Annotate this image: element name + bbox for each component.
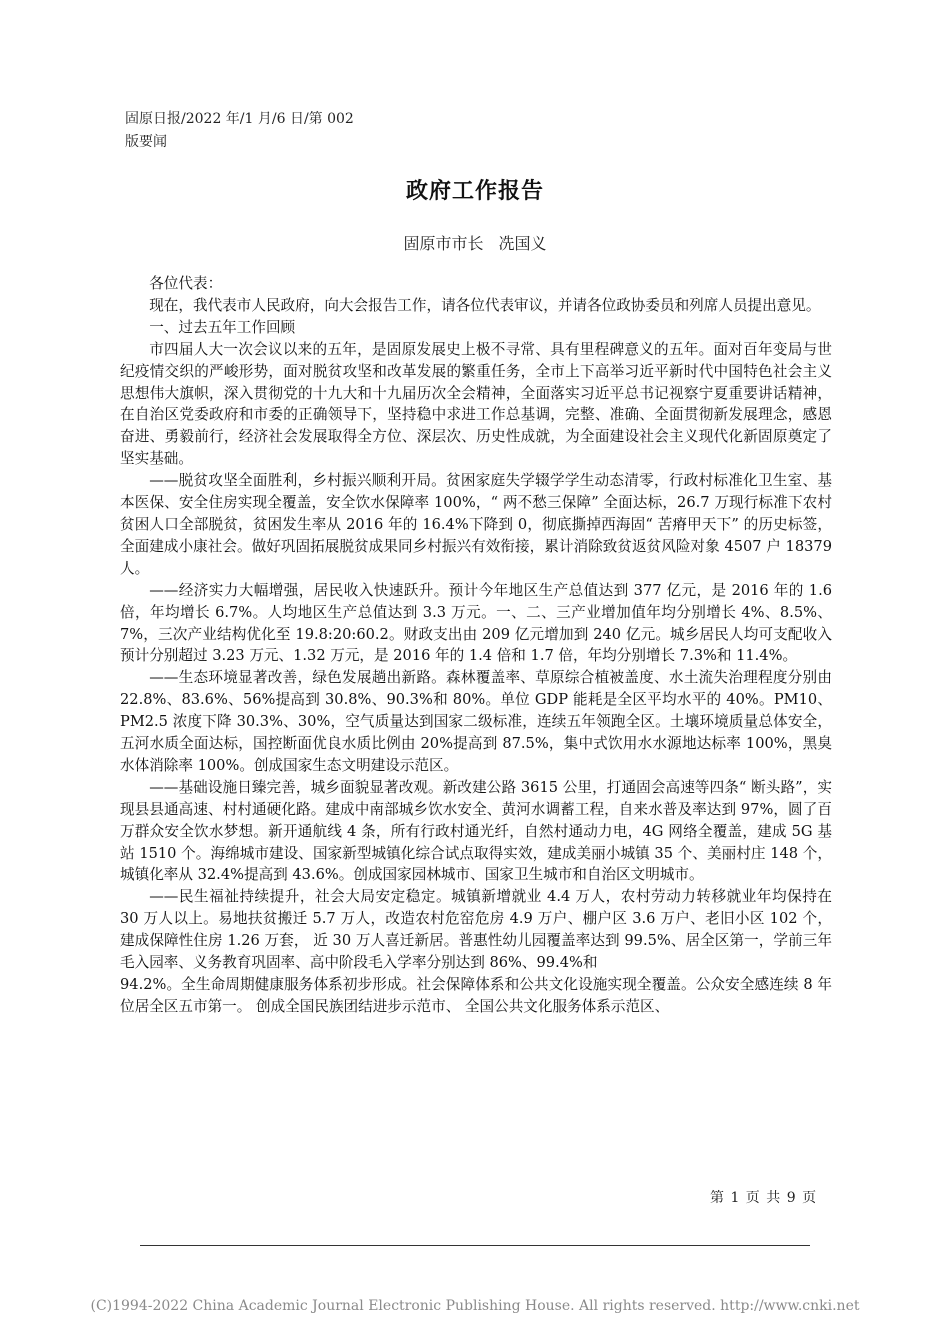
paragraph-overview: 市四届人大一次会议以来的五年，是固原发展史上极不寻常、具有里程碑意义的五年。面对百年变局与世纪疫情交织的严峻形势，面对脱贫攻坚和改革发展的繁重任务，全市上下高举习近平新时代中国特色社会主义思想伟大旗帜，深入贯彻党的十九大和十九届历次全会精神，全面落实习近平总书记视察宁夏重要讲话精神，在自治区党委政府和市委的正确领导下，坚持稳中求进工作总基调，完整、准确、全面贯彻新发展理念，感恩奋进、勇毅前行，经济社会发展取得全方位、深层次、历史性成就，为全面建设社会主义现代化新固原奠定了坚实基础。	[120, 340, 832, 468]
paragraph-intro: 现在，我代表市人民政府，向大会报告工作，请各位代表审议，并请各位政协委员和列席人员提出意见。	[149, 296, 821, 314]
paragraph-ecology: ——生态环境显著改善，绿色发展趟出新路。森林覆盖率、草原综合植被盖度、水土流失治理程度分别由 22.8%、83.6%、56%提高到 30.8%、90.3%和 80%。单位 GDP 能耗是全区平均水平的 40%。PM10、PM2.5 浓度下降 30.3%、30%，空气质量达到国家二级标准，连续五年领跑全区。土壤环境质量总体安全，五河水质全面达标，国控断面优良水质比例由 20%提高到 87.5%，集中式饮用水水源地达标率 100%，黑臭水体消除率 100%。创成国家生态文明建设示范区。	[120, 669, 832, 774]
paragraph-livelihood: ——民生福祉持续提升，社会大局安定稳定。城镇新增就业 4.4 万人，农村劳动力转移就业年均保持在 30 万人以上。易地扶贫搬迁 5.7 万人，改造农村危窑危房 4.9 万户、棚户区 3.6 万户、老旧小区 102 个， 建成保障性住房 1.26 万套， 近 30 万人喜迁新居。普惠性幼儿园覆盖率达到 99.5%、居全区第一，学前三年毛入园率、义务教育巩固率、高中阶段毛入学率分别达到 86%、99.4%和	[120, 888, 832, 972]
paragraph-economy: ——经济实力大幅增强，居民收入快速跃升。预计今年地区生产总值达到 377 亿元，是 2016 年的 1.6 倍，年均增长 6.7%。人均地区生产总值达到 3.3 万元。一、二、三产业增加值年均分别增长 4%、8.5%、7%，三次产业结构优化至 19.8:20:60.2。财政支出由 209 亿元增加到 240 亿元。城乡居民人均可支配收入预计分别超过 3.23 万元、1.32 万元，是 2016 年的 1.4 倍和 1.7 倍，年均分别增长 7.3%和 11.4%。	[120, 581, 832, 665]
paragraph-livelihood-continued: 94.2%。全生命周期健康服务体系初步形成。社会保障体系和公共文化设施实现全覆盖。公众安全感连续 8 年位居全区五市第一。 创成全国民族团结进步示范市、 全国公共文化服务体系示范区、	[120, 976, 832, 1015]
section-heading: 一、过去五年工作回顾	[149, 318, 296, 336]
article-byline: 固原市市长 冼国义	[403, 234, 547, 253]
page-indicator: 第 1 页 共 9 页	[710, 1190, 817, 1206]
paragraph-poverty: ——脱贫攻坚全面胜利，乡村振兴顺利开局。贫困家庭失学辍学学生动态清零，行政村标准化卫生室、基本医保、安全住房实现全覆盖，安全饮水保障率 100%，“ 两不愁三保障” 全面达标，26.7 万现行标准下农村贫困人口全部脱贫，贫困发生率从 2016 年的 16.4%下降到 0，彻底撕掉西海固“ 苦瘠甲天下” 的历史标签，全面建成小康社会。做好巩固拓展脱贫成果同乡村振兴有效衔接，累计消除致贫返贫风险对象 4507 户 18379 人。	[120, 472, 832, 577]
section-line: 版要闻	[125, 134, 167, 150]
copyright-notice: (C)1994-2022 China Academic Journal Electronic Publishing House. All rights reserved. http://www.cnki.net	[90, 1298, 860, 1314]
source-header	[125, 108, 354, 154]
footer-divider	[140, 1245, 810, 1246]
article-title: 政府工作报告	[405, 178, 544, 204]
source-line: 固原日报/2022 年/1 月/6 日/第 002	[125, 111, 354, 127]
article-body	[120, 273, 832, 1018]
paragraph-salutation: 各位代表：	[149, 275, 223, 292]
paragraph-infrastructure: ——基础设施日臻完善，城乡面貌显著改观。新改建公路 3615 公里，打通固会高速等四条“ 断头路”，实现县县通高速、村村通硬化路。建成中南部城乡饮水安全、黄河水调蓄工程，自来水普及率达到 97%，圆了百万群众安全饮水梦想。新开通航线 4 条，所有行政村通光纤，自然村通动力电，4G 网络全覆盖，建成 5G 基站 1510 个。海绵城市建设、国家新型城镇化综合试点取得实效，建成美丽小城镇 35 个、美丽村庄 148 个，城镇化率从 32.4%提高到 43.6%。创成国家园林城市、国家卫生城市和自治区文明城市。	[120, 778, 832, 884]
